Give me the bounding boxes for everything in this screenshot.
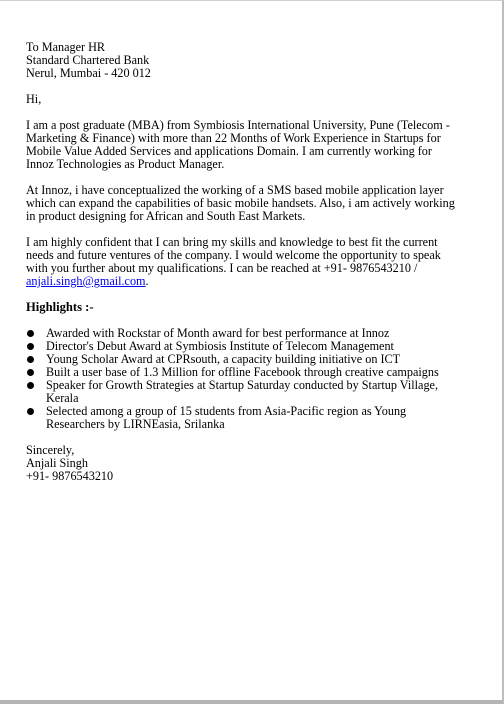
list-item-text: Built a user base of 1.3 Million for offline Facebook through creative campaigns (46, 365, 439, 379)
list-item (26, 405, 476, 431)
paragraph-line (26, 275, 476, 288)
list-item-text: Selected among a group of 15 students from Asia-Pacific region as Young (46, 404, 407, 418)
recipient-line: Nerul, Mumbai - 420 012 (26, 66, 151, 80)
paragraph-contact (26, 236, 476, 288)
recipient-address (26, 41, 476, 80)
highlights-heading: Highlights :- (26, 300, 94, 314)
paragraph-line: in product designing for African and South East Markets. (26, 209, 306, 223)
letter-body (26, 41, 476, 483)
closing-salutation: Sincerely, (26, 443, 75, 457)
recipient-line: Standard Chartered Bank (26, 53, 150, 67)
paragraph-line: which can expand the capabilities of basic mobile handsets. Also, i am actively working (26, 196, 455, 210)
bullet-icon (27, 330, 34, 337)
highlights-list (26, 327, 476, 431)
signature-phone: +91- 9876543210 (26, 469, 114, 483)
paragraph-line: needs and future ventures of the company. I would welcome the opportunity to speak (26, 248, 441, 262)
paragraph-line: I am highly confident that I can bring my skills and knowledge to best fit the current (26, 235, 438, 249)
paragraph-intro (26, 119, 476, 171)
greeting-text: Hi, (26, 92, 42, 106)
list-item-text: Kerala (46, 391, 79, 405)
paragraph-innoz (26, 184, 476, 223)
list-item (26, 379, 476, 405)
list-item-text: Speaker for Growth Strategies at Startup Saturday conducted by Startup Village, (46, 378, 438, 392)
bullet-icon (27, 382, 34, 389)
paragraph-line: At Innoz, i have conceptualized the working of a SMS based mobile application layer (26, 183, 444, 197)
list-item-text: Director's Debut Award at Symbiosis Institute of Telecom Management (46, 339, 394, 353)
bullet-icon (27, 408, 34, 415)
paragraph-line: I am a post graduate (MBA) from Symbiosis International University, Pune (Telecom - (26, 118, 450, 132)
email-link[interactable]: anjali.singh@gmail.com (26, 274, 146, 288)
recipient-line: To Manager HR (26, 40, 106, 54)
list-item-text: Young Scholar Award at CPRsouth, a capacity building initiative on ICT (46, 352, 401, 366)
bullet-icon (27, 369, 34, 376)
list-item-text: Researchers by LIRNEasia, Srilanka (46, 417, 225, 431)
paragraph-line: Innoz Technologies as Product Manager. (26, 157, 225, 171)
bullet-icon (27, 343, 34, 350)
closing (26, 444, 476, 483)
signature-name: Anjali Singh (26, 456, 88, 470)
paragraph-line: with you further about my qualifications. I can be reached at +91- 9876543210 / (26, 261, 418, 275)
bullet-icon (27, 356, 34, 363)
paragraph-line: Marketing & Finance) with more than 22 Months of Work Experience in Startups for (26, 131, 441, 145)
list-item-text: Awarded with Rockstar of Month award for best performance at Innoz (46, 326, 390, 340)
greeting (26, 93, 476, 106)
period: . (145, 274, 149, 288)
paragraph-line: Mobile Value Added Services and applications Domain. I am currently working for (26, 144, 432, 158)
